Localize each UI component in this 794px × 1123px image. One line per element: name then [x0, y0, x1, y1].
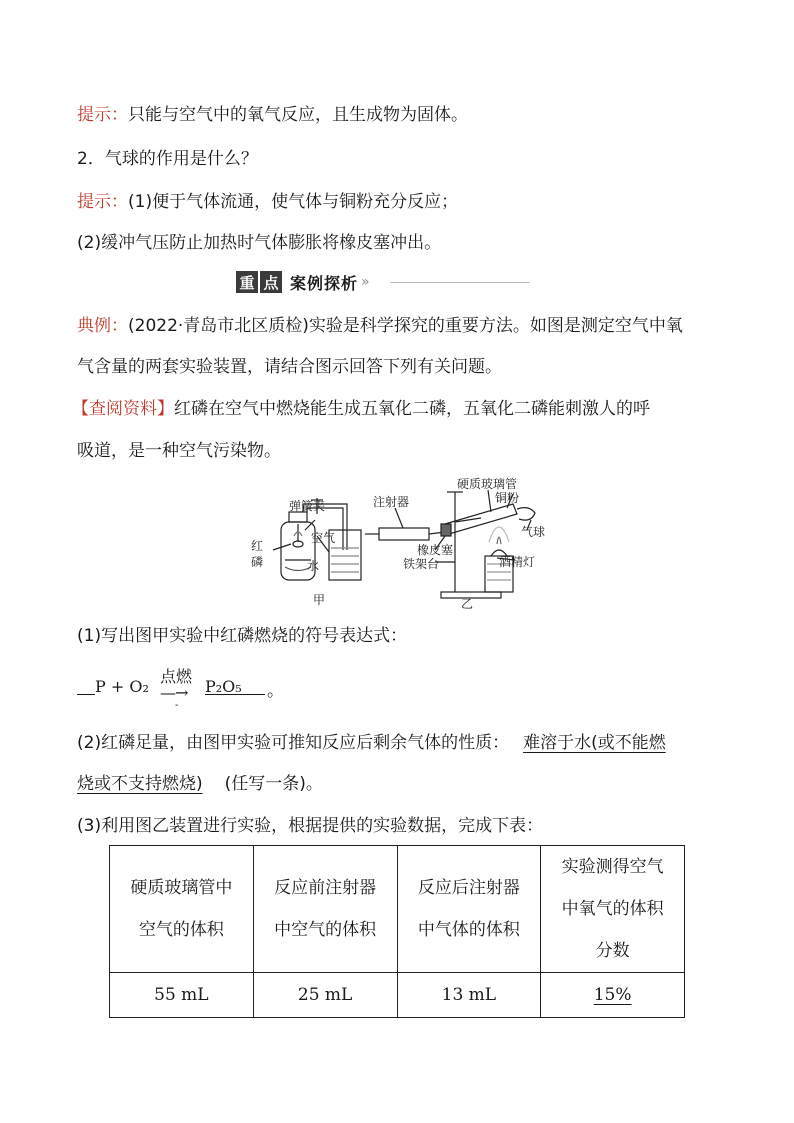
question-2: 2．气球的作用是什么？	[77, 149, 258, 169]
info-text-1: 红磷在空气中燃烧能生成五氧化二磷，五氧化二磷能刺激人的呼	[174, 399, 650, 419]
banner-char-2: 点	[260, 271, 282, 293]
equation-lhs: P + O₂	[95, 677, 149, 696]
answer-2-part-1: 难溶于水(或不能燃	[523, 733, 666, 753]
info-line-1	[72, 396, 650, 422]
hint-label: 提示：	[77, 192, 128, 212]
label-air: 空气	[311, 531, 336, 545]
table-header-cell: 硬质玻璃管中 空气的体积	[110, 846, 254, 973]
example-label: 典例：	[77, 316, 128, 336]
table-cell: 25 mL	[253, 973, 397, 1018]
label-copper: 铜粉	[495, 491, 520, 505]
label-phosphorus-2: 磷	[251, 555, 264, 569]
caption-jia: 甲	[313, 593, 326, 607]
banner-title: 案例探析	[290, 273, 359, 293]
hint-text: 只能与空气中的氧气反应，且生成物为固体。	[128, 105, 468, 125]
label-stopper: 橡皮塞	[417, 543, 454, 557]
label-phosphorus-1: 红	[251, 539, 264, 553]
example-text-1: (2022·青岛市北区质检)实验是科学探究的重要方法。如图是测定空气中氧	[128, 316, 683, 336]
example-line-1	[77, 313, 683, 339]
answer-3: 15%	[593, 985, 632, 1005]
table-cell: 13 mL	[397, 973, 541, 1018]
chemical-equation	[77, 664, 297, 714]
equation-minus: -	[175, 700, 179, 711]
equation-condition: 点燃	[160, 667, 193, 686]
answer-underline-right	[205, 694, 265, 695]
hint-line-2	[77, 189, 458, 215]
answer-underline-left	[77, 694, 95, 695]
equation-end: 。	[267, 681, 284, 701]
table-cell-answer	[541, 973, 685, 1018]
answer-2-part-2: 烧或不支持燃烧)	[77, 774, 203, 794]
table-row	[110, 973, 685, 1018]
hint-text: (1)便于气体流通，使气体与铜粉充分反应；	[128, 192, 459, 212]
table-cell: 55 mL	[110, 973, 254, 1018]
experiment-figure	[245, 472, 555, 612]
label-balloon: 气球	[521, 525, 546, 539]
equation-rhs: P₂O₅	[205, 677, 242, 696]
label-water: 水	[307, 559, 320, 573]
chevron-right-icon: »	[361, 274, 370, 290]
question-2-line-1	[77, 730, 666, 756]
caption-yi: 乙	[461, 597, 474, 611]
hint-line-1	[77, 102, 468, 128]
data-table	[109, 845, 685, 1018]
label-glass-tube: 硬质玻璃管	[457, 477, 518, 491]
label-clip: 弹簧夹	[289, 499, 326, 513]
info-label: 【查阅资料】	[72, 399, 174, 419]
example-line-2: 气含量的两套实验装置，请结合图示回答下列有关问题。	[77, 357, 502, 377]
equation-arrow: —→	[160, 683, 188, 702]
hint-line-3: (2)缓冲气压防止加热时气体膨胀将橡皮塞冲出。	[77, 233, 442, 253]
question-2-text: (2)红磷足量，由图甲实验可推知反应后剩余气体的性质：	[77, 733, 510, 753]
table-header-cell: 实验测得空气 中氧气的体积 分数	[541, 846, 685, 973]
label-stand: 铁架台	[403, 557, 440, 571]
table-header-cell: 反应后注射器 中气体的体积	[397, 846, 541, 973]
section-banner	[236, 270, 370, 294]
question-2-tail: (任写一条)。	[224, 774, 323, 794]
banner-char-1: 重	[236, 271, 258, 293]
question-1: (1)写出图甲实验中红磷燃烧的符号表达式：	[77, 626, 408, 646]
banner-divider	[390, 282, 530, 283]
table-header-cell: 反应前注射器 中空气的体积	[253, 846, 397, 973]
hint-label: 提示：	[77, 105, 128, 125]
question-3: (3)利用图乙装置进行实验，根据提供的实验数据，完成下表：	[77, 816, 544, 836]
label-syringe: 注射器	[373, 495, 410, 509]
table-header-row	[110, 846, 685, 973]
label-lamp: 酒精灯	[499, 555, 536, 569]
info-line-2: 吸道，是一种空气污染物。	[77, 441, 281, 461]
question-2-line-2	[77, 771, 323, 797]
